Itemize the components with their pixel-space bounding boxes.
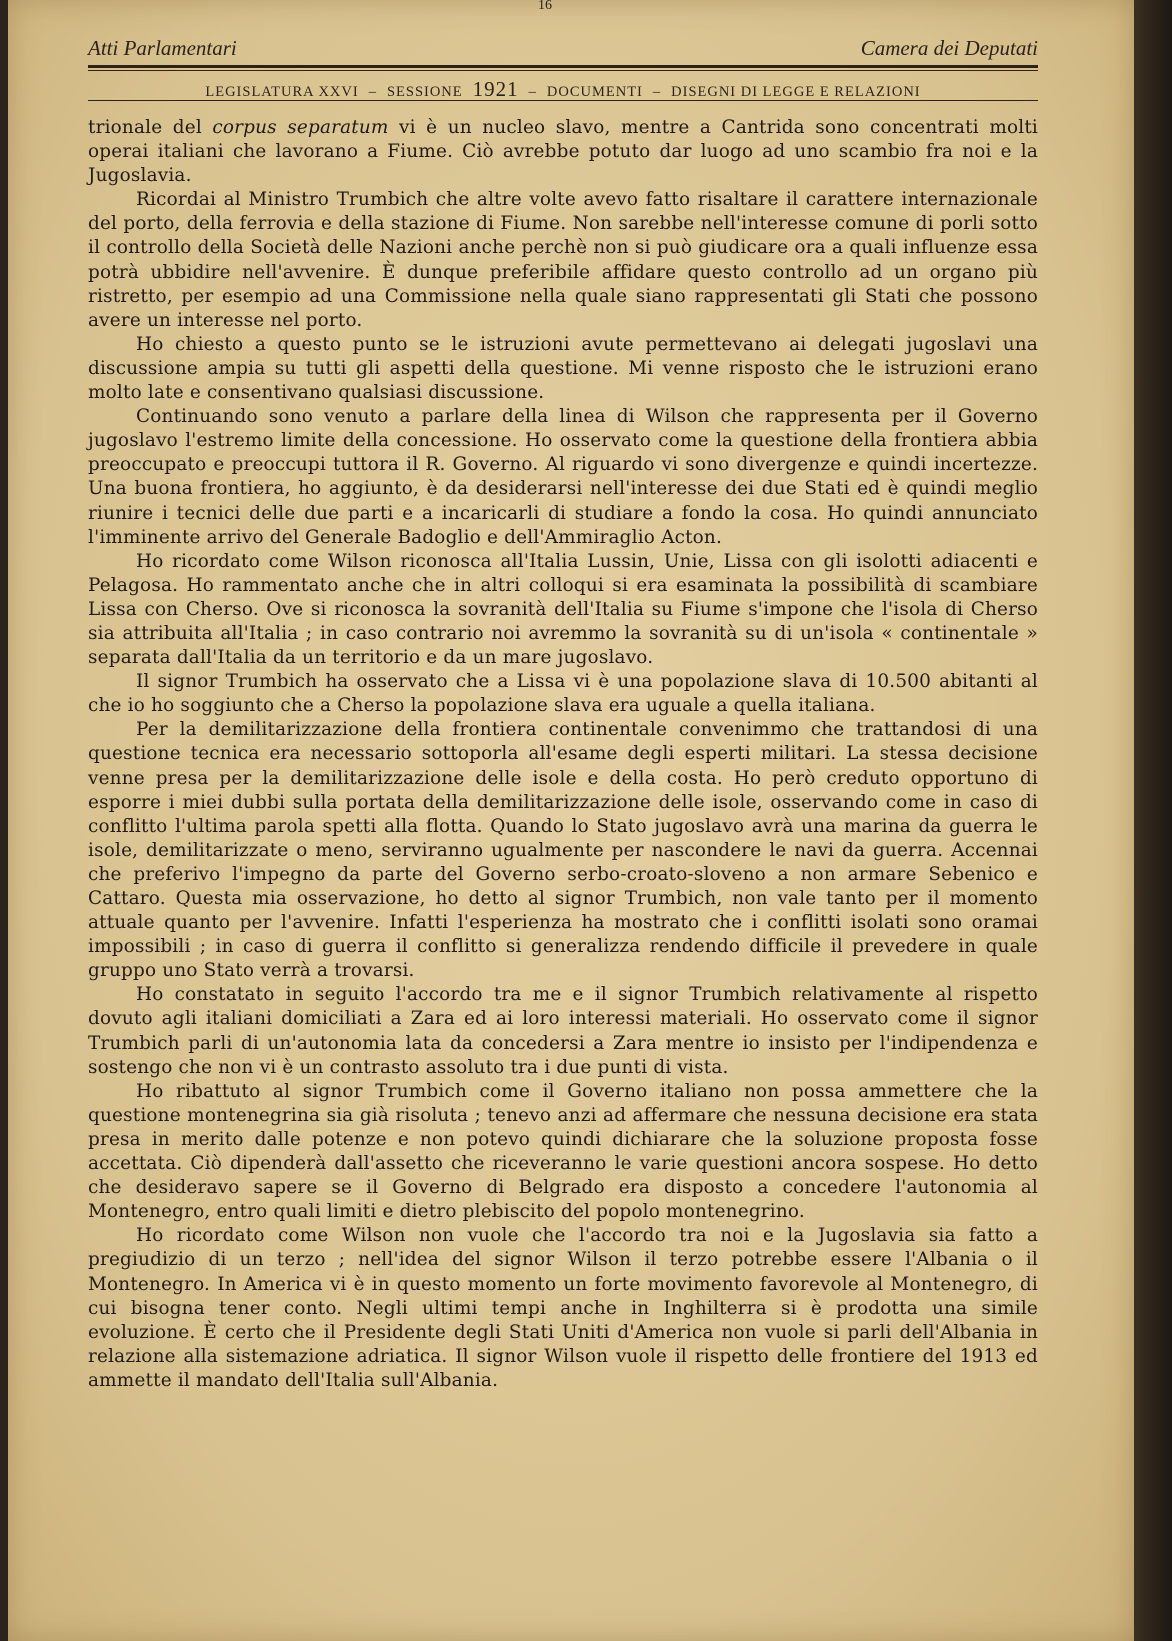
header-subtitle — [88, 77, 1038, 101]
paragraph-text: trionale del — [88, 117, 213, 138]
paragraph: Il signor Trumbich ha osservato che a Lissa vi è una popolazione slava di 10.500 abitanti al che io ho soggiunto che a Cherso la popolazione slava era uguale a quella italiana. — [88, 671, 1038, 717]
document-page — [8, 0, 1134, 1641]
header-documenti: DOCUMENTI — [546, 84, 643, 100]
page-number: 16 — [538, 0, 552, 13]
header-titles — [88, 36, 1038, 62]
latin-phrase: corpus separatum — [212, 117, 389, 138]
header-separator: – — [528, 84, 537, 100]
header-left-title: Atti Parlamentari — [88, 36, 237, 60]
paragraph: Ricordai al Ministro Trumbich che altre volte avevo fatto risaltare il carattere internazionale del porto, della ferrovia e della stazione di Fiume. Non sarebbe nell'interesse comune di porli sotto il controllo della Società delle Nazioni anche perchè non si può giudicare ora a quali influenze essa potrà ubbidire nell'avvenire. È dunque preferibile affidare questo controllo ad un organo più ristretto, per esempio ad una Commissione nella quale siano rappresentati gli Stati che possono avere un interesse nel porto. — [88, 189, 1038, 331]
header-year: 1921 — [472, 77, 519, 101]
paragraph: Ho ricordato come Wilson non vuole che l'accordo tra noi e la Jugoslavia sia fatto a pregiudizio di un terzo ; nell'idea del signor Wilson il terzo potrebbe essere l'Albania o il Montenegro. In America vi è in questo momento un forte movimento favorevole al Montenegro, di cui bisogna tener conto. Negli ultimi tempi anche in Inghilterra si è prodotta una simile evoluzione. È certo che il Presidente degli Stati Uniti d'America non vuole si parli dell'Albania in relazione alla sistemazione adriatica. Il signor Wilson vuole il rispetto delle frontiere del 1913 ed ammette il mandato dell'Italia sull'Albania. — [88, 1225, 1038, 1391]
header-right-title: Camera dei Deputati — [860, 36, 1038, 60]
header-rule-thick — [88, 65, 1038, 68]
paragraph: Per la demilitarizzazione della frontiera continentale convenimmo che trattandosi di una questione tecnica era necessario sottoporla all'esame degli esperti militari. La stessa decisione venne presa per la demilitarizzazione delle isole e della costa. Ho però creduto opportuno di esporre i miei dubbi sulla portata della demilitarizzazione delle isole, osservando come in caso di conflitto l'ultima parola spetti alla flotta. Quando lo Stato jugoslavo avrà una marina da guerra le isole, demilitarizzate o meno, serviranno ugualmente per nascondere le navi da guerra. Accennai che preferivo l'impegno da parte del Governo serbo-croato-sloveno a non armare Sebenico e Cattaro. Questa mia osservazione, ho detto al signor Trumbich, non vale tanto per il momento attuale quanto per l'avvenire. Infatti l'esperienza ha mostrato che i conflitti isolati sono oramai impossibili ; in caso di guerra il conflitto si generalizza rendendo difficile il prevedere in quale gruppo uno Stato verrà a trovarsi. — [88, 719, 1038, 982]
header-rule-thin — [88, 70, 1038, 71]
paragraph-text: vi è un nucleo slavo, mentre a Cantrida sono concentrati molti operai italiani che lavorano a Fiume. Ciò avrebbe potuto dar luogo ad uno scambio fra noi e la Jugoslavia. — [88, 117, 1038, 187]
book-spine-edge — [1134, 0, 1172, 1641]
paragraph: Ho ribattuto al signor Trumbich come il Governo italiano non possa ammettere che la questione montenegrina sia già risoluta ; tenevo anzi ad affermare che nessuna decisione era stata presa in merito dalle potenze e non potevo quindi dichiarare che la soluzione proposta fosse accettata. Ciò dipenderà dall'assetto che riceveranno le varie questioni ancora sospese. Ho detto che desideravo sapere se il Governo di Belgrado era disposto a concedere l'autonomia al Montenegro, entro quali limiti e dietro plebiscito del popolo montenegrino. — [88, 1080, 1038, 1223]
paragraph: Ho constatato in seguito l'accordo tra me e il signor Trumbich relativamente al rispetto dovuto agli italiani domiciliati a Zara ed ai loro interessi materiali. Ho osservato come il signor Trumbich parli di un'autonomia lata da concedersi a Zara mentre io insisto per l'indipendenza e sostengo che non vi è un contrasto assoluto tra i due punti di vista. — [88, 984, 1038, 1078]
header-legislatura: LEGISLATURA XXVI — [205, 84, 359, 100]
page-header — [88, 36, 1038, 101]
body-text — [88, 116, 1038, 1393]
header-sessione: SESSIONE — [386, 84, 463, 100]
header-separator: – — [368, 84, 377, 100]
header-disegni: DISEGNI DI LEGGE E RELAZIONI — [671, 84, 921, 100]
paragraph: Ho chiesto a questo punto se le istruzioni avute permettevano ai delegati jugoslavi una discussione ampia su tutti gli aspetti della questione. Mi venne risposto che le istruzioni erano molto late e consentivano qualsiasi discussione. — [88, 333, 1038, 404]
header-separator: – — [652, 84, 662, 100]
paragraph: Continuando sono venuto a parlare della linea di Wilson che rappresenta per il Governo jugoslavo l'estremo limite della concessione. Ho osservato come la questione della frontiera abbia preoccupato e preoccupi tuttora il R. Governo. Al riguardo vi sono divergenze e quindi incertezze. Una buona frontiera, ho aggiunto, è da desiderarsi nell'interesse dei due Stati ed è quindi meglio riunire i tecnici delle due parti e a incaricarli di studiare a fondo la cosa. Ho quindi annunciato l'imminente arrivo del Generale Badoglio e dell'Ammiraglio Acton. — [88, 406, 1038, 548]
paragraph — [88, 116, 1038, 188]
paragraph: Ho ricordato come Wilson riconosca all'Italia Lussin, Unie, Lissa con gli isolotti adiacenti e Pelagosa. Ho rammentato anche che in altri colloqui si era esaminata la possibilità di scambiare Lissa con Cherso. Ove si riconosca la sovranità dell'Italia su Fiume s'impone che l'isola di Cherso sia attribuita all'Italia ; in caso contrario noi avremmo la sovranità su di un'isola « continentale » separata dall'Italia da un territorio e da un mare jugoslavo. — [88, 550, 1038, 669]
